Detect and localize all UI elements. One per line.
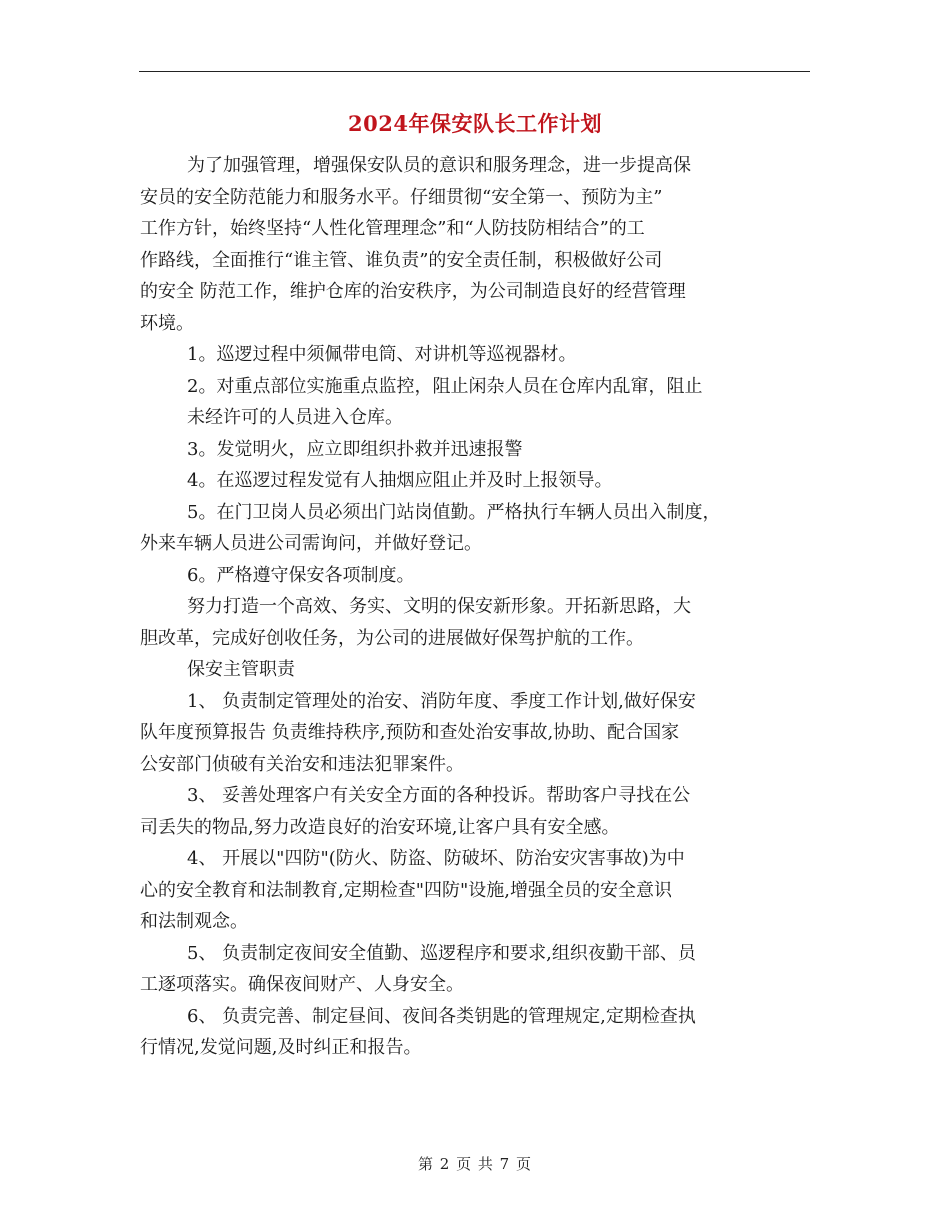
page-number: 第 2 页 共 7 页 [418, 1155, 532, 1173]
duty-3 [140, 780, 810, 843]
header-rule [139, 71, 810, 72]
list-item-2 [140, 371, 810, 434]
section-heading: 保安主管职责 [187, 659, 295, 680]
text-line: 公安部门侦破有关治安和违法犯罪案件。 [140, 753, 464, 775]
intro-paragraph [140, 150, 810, 339]
text-line: 司丢失的物品,努力改造良好的治安环境,让客户具有安全感。 [140, 816, 620, 838]
document-title: 2024年保安队长工作计划 [348, 111, 602, 136]
duty-4 [140, 843, 810, 938]
text-line: 行情况,发觉问题,及时纠正和报告。 [140, 1037, 422, 1058]
duty-1 [140, 686, 810, 781]
text-line: 2。对重点部位实施重点监控，阻止闲杂人员在仓库内乱窜，阻止 [187, 375, 703, 397]
text-line: 4、 开展以"四防"(防火、防盗、防破坏、防治安灾害事故)为中 [187, 848, 685, 869]
list-item-4: 4。在巡逻过程发觉有人抽烟应阻止并及时上报领导。 [187, 470, 613, 491]
text-line: 1、 负责制定管理处的治安、消防年度、季度工作计划,做好保安 [187, 690, 696, 712]
text-line: 3、 妥善处理客户有关安全方面的各种投诉。帮助客户寻找在公 [187, 785, 691, 806]
text-line: 5。在门卫岗人员必须出门站岗值勤。严格执行车辆人员出入制度， [187, 501, 721, 523]
text-line: 5、 负责制定夜间安全值勤、巡逻程序和要求,组织夜勤干部、员 [187, 942, 696, 964]
list-item-6: 6。严格遵守保安各项制度。 [187, 564, 415, 586]
text-line: 为了加强管理，增强保安队员的意识和服务理念，进一步提高保 [187, 155, 691, 176]
duty-6 [140, 1001, 810, 1064]
text-line: 心的安全教育和法制教育,定期检查"四防"设施,增强全员的安全意识 [140, 879, 672, 901]
list-item-5 [140, 497, 810, 560]
document-body [140, 150, 810, 1064]
duty-5 [140, 938, 810, 1001]
text-line: 工逐项落实。确保夜间财产、人身安全。 [140, 974, 464, 995]
text-line: 队年度预算报告 负责维持秩序,预防和查处治安事故,协助、配合国家 [140, 722, 680, 743]
text-line: 环境。 [140, 312, 194, 334]
text-line: 的安全 防范工作，维护仓库的治安秩序，为公司制造良好的经营管理 [140, 281, 686, 302]
text-line: 安员的安全防范能力和服务水平。仔细贯彻“安全第一、预防为主” [140, 186, 663, 208]
list-item-1: 1。巡逻过程中须佩带电筒、对讲机等巡视器材。 [187, 344, 577, 365]
text-line: 和法制观念。 [140, 911, 248, 932]
goal-paragraph [140, 591, 810, 654]
text-line: 工作方针，始终坚持“人性化管理理念”和“人防技防相结合”的工 [140, 218, 645, 239]
text-line: 外来车辆人员进公司需询问，并做好登记。 [140, 533, 482, 554]
text-line: 6、 负责完善、制定昼间、夜间各类钥匙的管理规定,定期检查执 [187, 1005, 696, 1027]
text-line: 努力打造一个高效、务实、文明的保安新形象。开拓新思路，大 [187, 596, 691, 617]
text-line: 胆改革，完成好创收任务，为公司的进展做好保驾护航的工作。 [140, 627, 644, 649]
list-item-3: 3。发觉明火，应立即组织扑救并迅速报警 [187, 438, 523, 460]
text-line: 作路线，全面推行“谁主管、谁负责”的安全责任制，积极做好公司 [140, 249, 663, 271]
text-line: 未经许可的人员进入仓库。 [187, 407, 403, 428]
